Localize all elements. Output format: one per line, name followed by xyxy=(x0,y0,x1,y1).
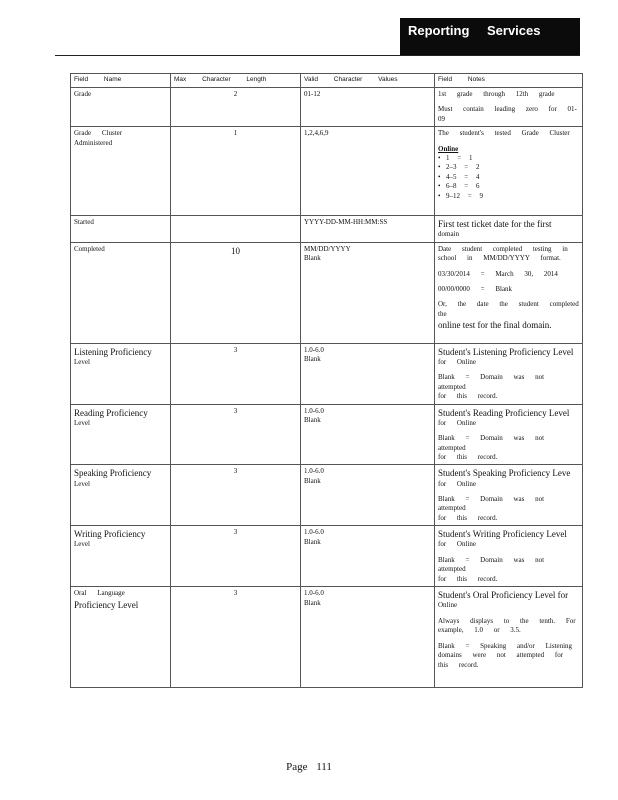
grade-cluster-list xyxy=(438,154,579,201)
column-header-field-notes: Field Notes xyxy=(435,74,583,88)
max-length: 3 xyxy=(171,404,301,465)
field-notes: Student's Speaking Proficiency Leve for Online Blank = Domain was not attempted for this record. xyxy=(435,465,583,526)
max-length: 10 xyxy=(171,242,301,343)
valid-values: MM/DD/YYYY Blank xyxy=(301,242,435,343)
valid-values: 01-12 xyxy=(301,87,435,126)
field-name: Started xyxy=(71,216,171,243)
online-label: Online xyxy=(438,144,459,153)
field-name: Speaking Proficiency Level xyxy=(71,465,171,526)
list-item: • 4–5 = 4 xyxy=(438,173,579,182)
valid-values: 1.0-6.0 Blank xyxy=(301,404,435,465)
column-header-valid-values: Valid Character Values xyxy=(301,74,435,88)
valid-values: 1.0-6.0 Blank xyxy=(301,526,435,587)
table-header-row xyxy=(71,74,583,88)
table-row xyxy=(71,127,583,216)
table-row xyxy=(71,465,583,526)
table-row xyxy=(71,87,583,126)
max-length: 3 xyxy=(171,526,301,587)
table-row xyxy=(71,216,583,243)
field-notes: Date student completed testing in school in MM/DD/YYYY format. 03/30/2014 = March 30, 2014 00/00/0000 = Blank Or, the date the student completed the online test for the final domain. xyxy=(435,242,583,343)
field-notes: Student's Writing Proficiency Level for Online Blank = Domain was not attempted for this record. xyxy=(435,526,583,587)
field-notes: The student's tested Grade Cluster Online • 1 = 1 • 2–3 = 2 • 4–5 = 4 • 6–8 = 6 • 9–12 = 9 xyxy=(435,127,583,216)
max-length: 3 xyxy=(171,587,301,688)
valid-values: 1.0-6.0 Blank xyxy=(301,343,435,404)
column-header-max-length: Max Character Length xyxy=(171,74,301,88)
column-header-field-name: Field Name xyxy=(71,74,171,88)
field-name: Listening Proficiency Level xyxy=(71,343,171,404)
valid-values: YYYY-DD-MM-HH:MM:SS xyxy=(301,216,435,243)
table-row xyxy=(71,587,583,688)
max-length: 2 xyxy=(171,87,301,126)
table-row xyxy=(71,404,583,465)
field-notes: Student's Oral Proficiency Level for Online Always displays to the tenth. For example, 1.0 or 3.5. Blank = Speaking and/or Listening domains were not attempted for this record. xyxy=(435,587,583,688)
field-name: Completed xyxy=(71,242,171,343)
field-spec-table xyxy=(70,73,583,688)
max-length: 3 xyxy=(171,465,301,526)
field-name: Oral Language Proficiency Level xyxy=(71,587,171,688)
field-notes: First test ticket date for the first domain xyxy=(435,216,583,243)
max-length: 1 xyxy=(171,127,301,216)
valid-values: 1.0-6.0 Blank xyxy=(301,465,435,526)
field-name: Grade xyxy=(71,87,171,126)
page-number: Page 111 xyxy=(286,761,332,773)
list-item: • 1 = 1 xyxy=(438,154,579,163)
header-title-band xyxy=(400,18,580,56)
list-item: • 9–12 = 9 xyxy=(438,192,579,201)
list-item: • 6–8 = 6 xyxy=(438,182,579,191)
field-notes: Student's Reading Proficiency Level for Online Blank = Domain was not attempted for this record. xyxy=(435,404,583,465)
field-name: Writing Proficiency Level xyxy=(71,526,171,587)
valid-values: 1,2,4,6,9 xyxy=(301,127,435,216)
field-notes: Student's Listening Proficiency Level for Online Blank = Domain was not attempted for this record. xyxy=(435,343,583,404)
table-row xyxy=(71,343,583,404)
table-row xyxy=(71,526,583,587)
header-rule xyxy=(55,55,580,56)
valid-values: 1.0-6.0 Blank xyxy=(301,587,435,688)
header-title: Reporting Services xyxy=(408,23,541,38)
max-length xyxy=(171,216,301,243)
table-row xyxy=(71,242,583,343)
list-item: • 2–3 = 2 xyxy=(438,163,579,172)
field-notes: 1st grade through 12th grade Must contain leading zero for 01-09 xyxy=(435,87,583,126)
max-length: 3 xyxy=(171,343,301,404)
field-name: Grade Cluster Administered xyxy=(71,127,171,216)
field-name: Reading Proficiency Level xyxy=(71,404,171,465)
